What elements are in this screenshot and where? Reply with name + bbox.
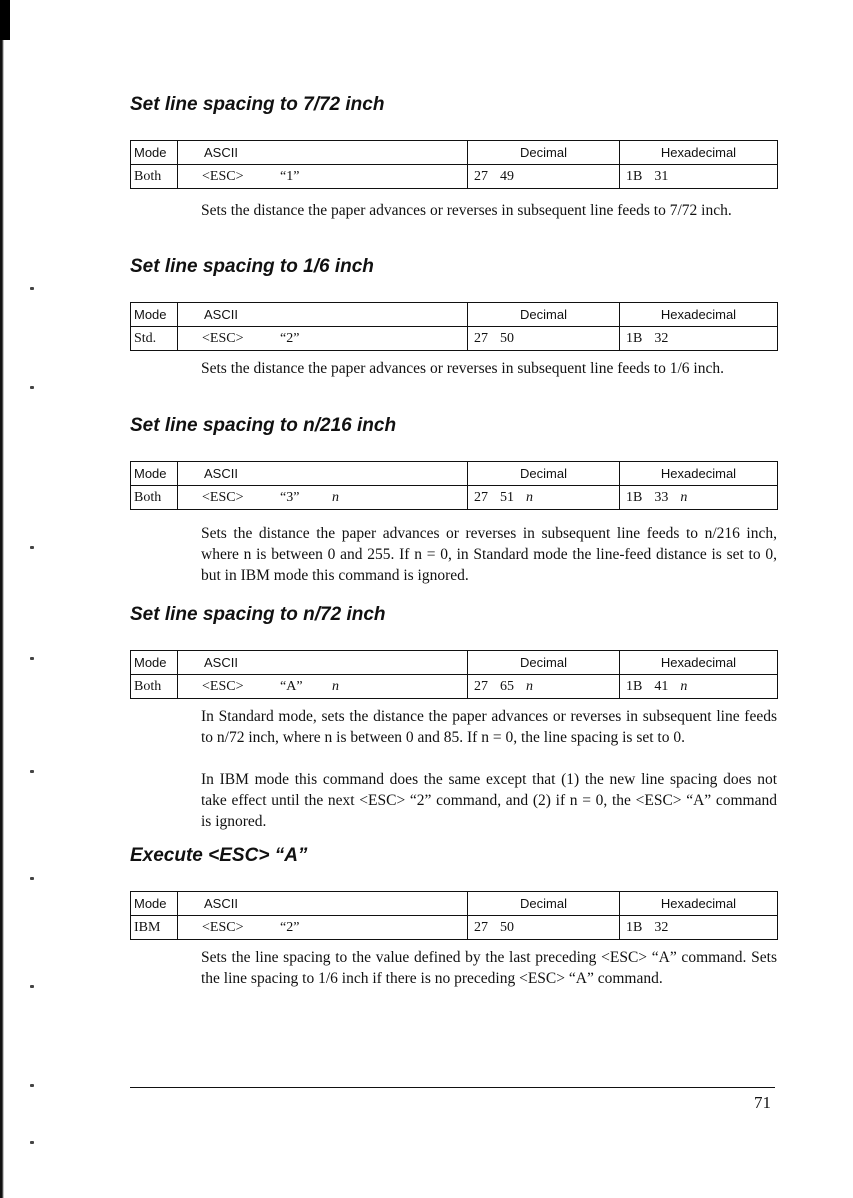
- command-table: [130, 650, 778, 699]
- header-mode: Mode: [131, 892, 178, 916]
- ascii-cell: <ESC> “1”: [178, 165, 468, 189]
- section-heading: Set line spacing to n/216 inch: [130, 415, 397, 436]
- margin-mark: [30, 770, 34, 773]
- decimal-cell: 27 65 n: [468, 675, 620, 699]
- mode-cell: Both: [131, 486, 178, 510]
- decimal-cell: 27 50: [468, 327, 620, 351]
- margin-mark: [30, 546, 34, 549]
- command-table: [130, 140, 778, 189]
- mode-cell: IBM: [131, 916, 178, 940]
- header-ascii: ASCII: [178, 303, 468, 327]
- section-heading: Set line spacing to n/72 inch: [130, 604, 386, 625]
- header-ascii: ASCII: [178, 892, 468, 916]
- section-heading: Execute <ESC> “A”: [130, 845, 308, 866]
- header-ascii: ASCII: [178, 462, 468, 486]
- margin-mark: [30, 985, 34, 988]
- section-description: Sets the distance the paper advances or reverses in subsequent line feeds to 7/72 inch.: [201, 202, 732, 219]
- command-table: [130, 891, 778, 940]
- table-header-row: [131, 892, 778, 916]
- decimal-cell: 27 50: [468, 916, 620, 940]
- footer-rule: [130, 1087, 775, 1088]
- section-heading: Set line spacing to 1/6 inch: [130, 256, 374, 277]
- ascii-cell: <ESC> “2”: [178, 916, 468, 940]
- hex-cell: 1B 32: [620, 327, 778, 351]
- header-mode: Mode: [131, 141, 178, 165]
- section-description: Sets the distance the paper advances or reverses in subsequent line feeds to n/216 inch, where n is between 0 and 255. If n = 0, in Standard mode the line-feed distance is set to 0, but in IBM mode this command is ignored.: [201, 525, 777, 584]
- table-row: [131, 327, 778, 351]
- header-ascii: ASCII: [178, 651, 468, 675]
- mode-cell: Std.: [131, 327, 178, 351]
- hex-cell: 1B 33 n: [620, 486, 778, 510]
- command-table: [130, 461, 778, 510]
- margin-mark: [30, 287, 34, 290]
- margin-mark: [30, 1084, 34, 1087]
- table-row: [131, 165, 778, 189]
- binding-edge: [0, 0, 4, 1198]
- ascii-cell: <ESC> “3” n: [178, 486, 468, 510]
- header-decimal: Decimal: [468, 462, 620, 486]
- table-row: [131, 486, 778, 510]
- header-mode: Mode: [131, 651, 178, 675]
- ascii-cell: <ESC> “A” n: [178, 675, 468, 699]
- decimal-cell: 27 51 n: [468, 486, 620, 510]
- header-hex: Hexadecimal: [620, 462, 778, 486]
- table-header-row: [131, 141, 778, 165]
- ascii-cell: <ESC> “2”: [178, 327, 468, 351]
- binding-blot: [0, 0, 10, 40]
- table-row: [131, 916, 778, 940]
- header-hex: Hexadecimal: [620, 651, 778, 675]
- header-mode: Mode: [131, 462, 178, 486]
- command-table: [130, 302, 778, 351]
- mode-cell: Both: [131, 165, 178, 189]
- mode-cell: Both: [131, 675, 178, 699]
- section-description-ibm: In IBM mode this command does the same except that (1) the new line spacing does not take effect until the next <ESC> “2” command, and (2) if n = 0, the <ESC> “A” command is ignored.: [201, 771, 777, 830]
- table-row: [131, 675, 778, 699]
- section-description: Sets the line spacing to the value defined by the last preceding <ESC> “A” command. Sets the line spacing to 1/6 inch if there is no preceding <ESC> “A” command.: [201, 949, 777, 987]
- page-number: 71: [754, 1093, 771, 1112]
- header-decimal: Decimal: [468, 651, 620, 675]
- margin-mark: [30, 386, 34, 389]
- margin-mark: [30, 1141, 34, 1144]
- decimal-cell: 27 49: [468, 165, 620, 189]
- section-heading: Set line spacing to 7/72 inch: [130, 94, 385, 115]
- header-ascii: ASCII: [178, 141, 468, 165]
- header-mode: Mode: [131, 303, 178, 327]
- hex-cell: 1B 41 n: [620, 675, 778, 699]
- header-hex: Hexadecimal: [620, 141, 778, 165]
- header-decimal: Decimal: [468, 303, 620, 327]
- margin-mark: [30, 657, 34, 660]
- table-header-row: [131, 651, 778, 675]
- header-decimal: Decimal: [468, 141, 620, 165]
- header-hex: Hexadecimal: [620, 303, 778, 327]
- hex-cell: 1B 31: [620, 165, 778, 189]
- hex-cell: 1B 32: [620, 916, 778, 940]
- section-description: Sets the distance the paper advances or reverses in subsequent line feeds to 1/6 inch.: [201, 360, 724, 377]
- table-header-row: [131, 462, 778, 486]
- table-header-row: [131, 303, 778, 327]
- header-decimal: Decimal: [468, 892, 620, 916]
- margin-mark: [30, 877, 34, 880]
- header-hex: Hexadecimal: [620, 892, 778, 916]
- section-description: In Standard mode, sets the distance the paper advances or reverses in subsequent line feeds to n/72 inch, where n is between 0 and 85. If n = 0, the line spacing is set to 0.: [201, 708, 777, 746]
